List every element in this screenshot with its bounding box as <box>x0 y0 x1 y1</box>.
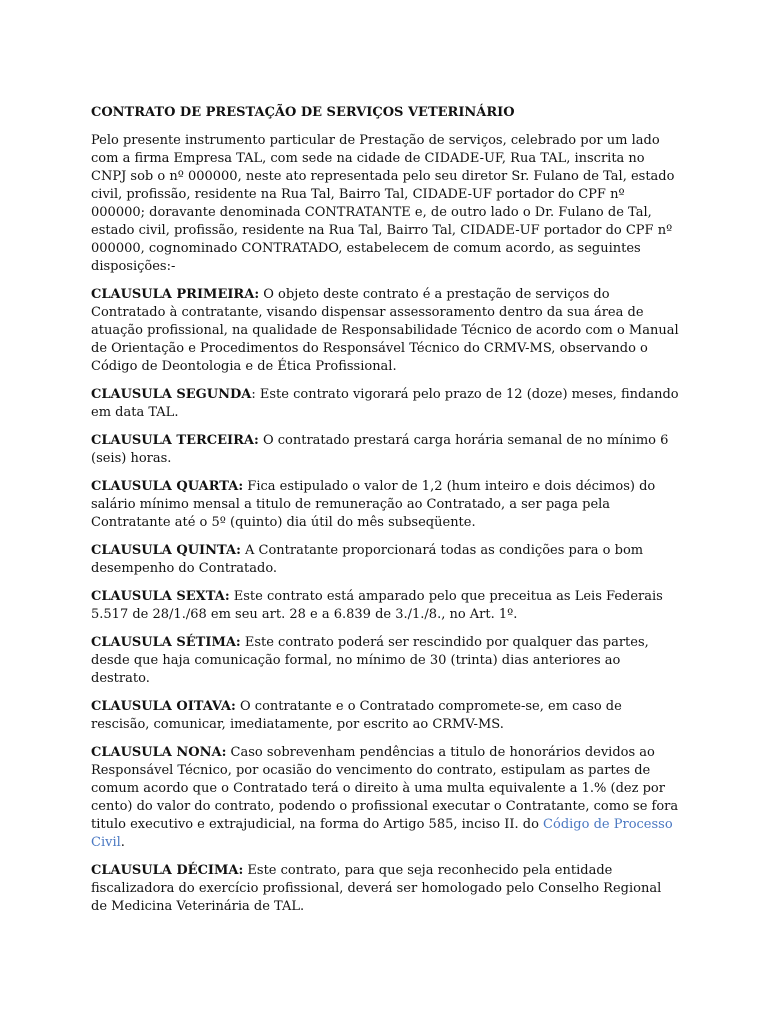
intro-paragraph: Pelo presente instrumento particular de Prestação de serviços, celebrado por um lado com a firma Empresa TAL, com sede na cidade de CIDADE-UF, Rua TAL, inscrita no CNPJ sob o nº 000000, neste ato representada pelo seu diretor Sr. Fulano de Tal, estado civil, profissão, residente na Rua Tal, Bairro Tal, CIDADE-UF portador do CPF nº 000000; doravante denominada CONTRATANTE e, de outro lado o Dr. Fulano de Tal, estado civil, profissão, residente na Rua Tal, Bairro Tal, CIDADE-UF portador do CPF nº 000000, cognominado CONTRATADO, estabelecem de comum acordo, as seguintes disposições:- <box>91 133 675 274</box>
clause-quinta <box>91 542 681 578</box>
clause-text: : Este contrato vigorará pelo prazo de 12 (doze) meses, findando em data TAL. <box>91 387 679 420</box>
clause-oitava <box>91 698 681 734</box>
clause-text: Este contrato está amparado pelo que preceitua as Leis Federais 5.517 de 28/1./68 em seu art. 28 e a 6.839 de 3./1./8., no Art. 1º. <box>91 589 663 622</box>
document-page <box>91 104 681 926</box>
clause-text: O contratante e o Contratado compromete-se, em caso de rescisão, comunicar, imediatamente, por escrito ao CRMV-MS. <box>91 699 622 732</box>
clause-text: O objeto deste contrato é a prestação de serviços do Contratado à contratante, visando dispensar assessoramento dentro da sua área de atuação profissional, na qualidade de Responsabilidade Técnico de acordo com o Manual de Orientação e Procedimentos do Responsável Técnico do CRMV-MS, observando o Código de Deontologia e de Ética Profissional. <box>91 287 679 374</box>
clause-terceira <box>91 432 681 468</box>
clause-text: Este contrato poderá ser rescindido por qualquer das partes, desde que haja comunicação formal, no mínimo de 30 (trinta) dias anteriores ao destrato. <box>91 635 649 686</box>
clause-label: CLAUSULA DÉCIMA: <box>91 863 244 878</box>
clause-text-end: . <box>120 835 125 850</box>
clause-text: Fica estipulado o valor de 1,2 (hum inteiro e dois décimos) do salário mínimo mensal a titulo de remuneração ao Contratado, a ser paga pela Contratante até o 5º (quinto) dia útil do mês subseqüente. <box>91 479 656 530</box>
clause-text: O contratado prestará carga horária semanal de no mínimo 6 (seis) horas. <box>91 433 669 466</box>
codigo-processo-civil-link[interactable]: Código de Processo Civil <box>91 817 673 850</box>
clause-label: CLAUSULA PRIMEIRA: <box>91 287 260 302</box>
clause-segunda <box>91 386 681 422</box>
clause-label: CLAUSULA QUINTA: <box>91 543 241 558</box>
clause-label: CLAUSULA TERCEIRA: <box>91 433 259 448</box>
clause-quarta <box>91 478 681 532</box>
clause-text: A Contratante proporcionará todas as condições para o bom desempenho do Contratado. <box>91 543 644 576</box>
clause-decima <box>91 862 681 916</box>
clause-label: CLAUSULA SÉTIMA: <box>91 635 241 650</box>
clause-label: CLAUSULA OITAVA: <box>91 699 236 714</box>
document-title: CONTRATO DE PRESTAÇÃO DE SERVIÇOS VETERINÁRIO <box>91 105 515 120</box>
clause-label: CLAUSULA NONA: <box>91 745 227 760</box>
clause-setima <box>91 634 681 688</box>
clause-text: Este contrato, para que seja reconhecido pela entidade fiscalizadora do exercício profissional, deverá ser homologado pelo Conselho Regional de Medicina Veterinária de TAL. <box>91 863 662 914</box>
clause-nona <box>91 744 681 852</box>
clause-text: Caso sobrevenham pendências a titulo de honorários devidos ao Responsável Técnico, por ocasião do vencimento do contrato, estipulam as partes de comum acordo que o Contratado terá o direito à uma multa equivalente a 1.% (dez por cento) do valor do contrato, podendo o profissional executar o Contratante, como se fora titulo executivo e extrajudicial, na forma do Artigo 585, inciso II. do <box>91 745 679 832</box>
clause-sexta <box>91 588 681 624</box>
clause-label: CLAUSULA QUARTA: <box>91 479 244 494</box>
clause-label: CLAUSULA SEXTA: <box>91 589 230 604</box>
clause-label: CLAUSULA SEGUNDA <box>91 387 252 402</box>
clause-primeira <box>91 286 681 376</box>
